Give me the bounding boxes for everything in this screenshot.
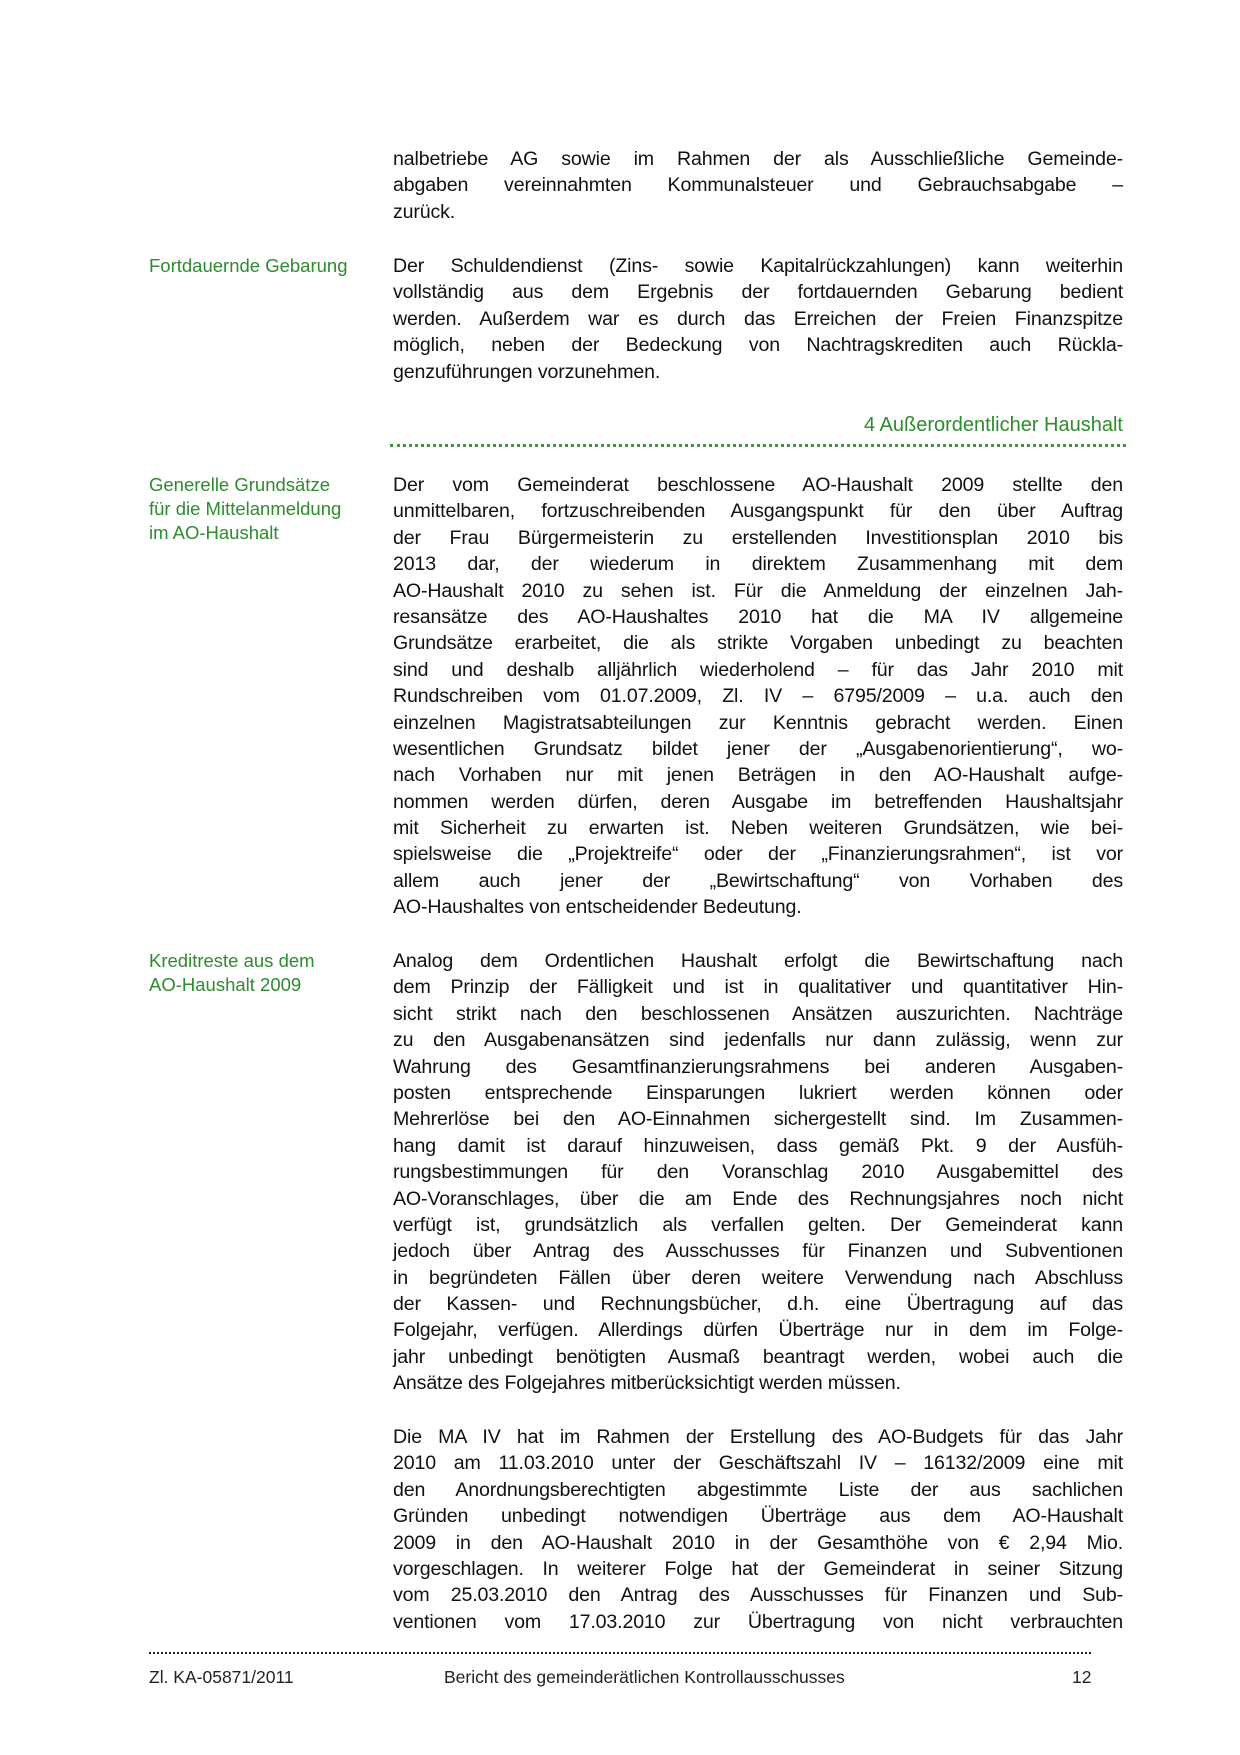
footer-divider	[149, 1652, 1091, 1654]
text-line: dem Prinzip der Fälligkeit und ist in qualitativer und quantitativer Hin-	[393, 976, 1123, 999]
text-line: rungsbestimmungen für den Voranschlag 2010 Ausgabemittel des	[393, 1161, 1123, 1184]
page-number: 12	[1072, 1667, 1092, 1687]
text-line: 2013 dar, der wiederum in direktem Zusammenhang mit dem	[393, 553, 1123, 576]
heading-divider	[390, 444, 1126, 447]
generelle-paragraph	[393, 472, 1123, 921]
label-line: AO-Haushalt 2009	[149, 974, 302, 995]
text-line: zurück.	[393, 200, 456, 223]
text-line: verfügt ist, grundsätzlich als verfallen gelten. Der Gemeinderat kann	[393, 1213, 1123, 1236]
text-line: nalbetriebe AG sowie im Rahmen der als Ausschließliche Gemeinde-	[393, 148, 1123, 170]
label-line: im AO-Haushalt	[149, 522, 279, 543]
text-line: hang damit ist darauf hinzuweisen, dass gemäß Pkt. 9 der Ausfüh-	[393, 1134, 1123, 1157]
text-line: posten entsprechende Einsparungen lukriert werden können oder	[393, 1081, 1123, 1104]
text-line: AO-Voranschlages, über die am Ende des Rechnungsjahres noch nicht	[393, 1187, 1123, 1210]
text-line: Die MA IV hat im Rahmen der Erstellung des AO-Budgets für das Jahr	[393, 1426, 1123, 1448]
text-line: unmittelbaren, fortzuschreibenden Ausgangspunkt für den über Auftrag	[393, 500, 1123, 523]
text-line: der Kassen- und Rechnungsbücher, d.h. eine Übertragung auf das	[393, 1293, 1123, 1316]
text-line: einzelnen Magistratsabteilungen zur Kenntnis gebracht werden. Einen	[393, 711, 1123, 734]
text-line: spielsweise die „Projektreife“ oder der „Finanzierungsrahmen“, ist vor	[393, 843, 1123, 866]
text-line: genzuführungen vorzunehmen.	[393, 360, 661, 383]
text-line: Grundsätze erarbeitet, die als strikte Vorgaben unbedingt zu beachten	[393, 632, 1123, 655]
text-line: wesentlichen Grundsatz bildet jener der „Ausgabenorientierung“, wo-	[393, 737, 1123, 760]
label-line: für die Mittelanmeldung	[149, 498, 342, 519]
margin-label-kreditreste	[149, 949, 379, 997]
text-line: AO-Haushalt 2010 zu sehen ist. Für die Anmeldung der einzelnen Jah-	[393, 579, 1123, 602]
footer-reference: Zl. KA-05871/2011	[149, 1667, 294, 1687]
text-line: Folgejahr, verfügen. Allerdings dürfen Überträge nur in dem im Folge-	[393, 1319, 1123, 1342]
margin-label-fortdauernde: Fortdauernde Gebarung	[149, 255, 348, 276]
text-line: sind und deshalb alljährlich wiederholend – für das Jahr 2010 mit	[393, 658, 1123, 681]
text-line: nach Vorhaben nur mit jenen Beträgen in den AO-Haushalt aufge-	[393, 764, 1123, 787]
text-line: vorgeschlagen. In weiterer Folge hat der Gemeinderat in seiner Sitzung	[393, 1557, 1123, 1580]
text-line: werden. Außerdem war es durch das Erreichen der Freien Finanzspitze	[393, 307, 1123, 330]
margin-label-generelle	[149, 473, 379, 545]
text-line: mit Sicherheit zu erwarten ist. Neben weiteren Grundsätzen, wie bei-	[393, 817, 1123, 840]
text-line: der Frau Bürgermeisterin zu erstellenden Investitionsplan 2010 bis	[393, 526, 1123, 549]
label-line: Kreditreste aus dem	[149, 950, 315, 971]
text-line: Analog dem Ordentlichen Haushalt erfolgt die Bewirtschaftung nach	[393, 950, 1123, 972]
text-line: nommen werden dürfen, deren Ausgabe im betreffenden Haushaltsjahr	[393, 790, 1123, 813]
fortdauernde-paragraph	[393, 253, 1123, 385]
text-line: Gründen unbedingt notwendigen Überträge aus dem AO-Haushalt	[393, 1505, 1123, 1528]
intro-paragraph	[393, 146, 1123, 225]
text-line: abgaben vereinnahmten Kommunalsteuer und Gebrauchsabgabe –	[393, 174, 1123, 197]
kreditreste-paragraph	[393, 948, 1123, 1397]
text-line: Wahrung des Gesamtfinanzierungsrahmens bei anderen Ausgaben-	[393, 1055, 1123, 1078]
text-line: AO-Haushaltes von entscheidender Bedeutung.	[393, 896, 802, 919]
text-line: 2010 am 11.03.2010 unter der Geschäftszahl IV – 16132/2009 eine mit	[393, 1452, 1123, 1475]
text-line: jedoch über Antrag des Ausschusses für Finanzen und Subventionen	[393, 1240, 1123, 1263]
text-line: Rundschreiben vom 01.07.2009, Zl. IV – 6795/2009 – u.a. auch den	[393, 685, 1123, 708]
text-line: Der Schuldendienst (Zins- sowie Kapitalrückzahlungen) kann weiterhin	[393, 255, 1123, 277]
text-line: zu den Ausgabenansätzen sind jedenfalls nur dann zulässig, wenn zur	[393, 1029, 1123, 1052]
text-line: Der vom Gemeinderat beschlossene AO-Haushalt 2009 stellte den	[393, 474, 1123, 496]
ma4-paragraph	[393, 1424, 1123, 1635]
text-line: Mehrerlöse bei den AO-Einnahmen sichergestellt sind. Im Zusammen-	[393, 1108, 1123, 1131]
label-line: Generelle Grundsätze	[149, 474, 330, 495]
text-line: möglich, neben der Bedeckung von Nachtragskrediten auch Rückla-	[393, 334, 1123, 357]
text-line: Ansätze des Folgejahres mitberücksichtigt werden müssen.	[393, 1372, 901, 1395]
text-line: den Anordnungsberechtigten abgestimmte Liste der aus sachlichen	[393, 1478, 1123, 1501]
text-line: 2009 in den AO-Haushalt 2010 in der Gesamthöhe von € 2,94 Mio.	[393, 1531, 1123, 1554]
text-line: ventionen vom 17.03.2010 zur Übertragung von nicht verbrauchten	[393, 1610, 1123, 1633]
text-line: allem auch jener der „Bewirtschaftung“ von Vorhaben des	[393, 869, 1123, 892]
text-line: in begründeten Fällen über deren weitere Verwendung nach Abschluss	[393, 1266, 1123, 1289]
text-line: vollständig aus dem Ergebnis der fortdauernden Gebarung bedient	[393, 281, 1123, 304]
text-line: vom 25.03.2010 den Antrag des Ausschusses für Finanzen und Sub-	[393, 1584, 1123, 1607]
section-heading: 4 Außerordentlicher Haushalt	[863, 414, 1123, 436]
text-line: jahr unbedingt benötigten Ausmaß beantragt werden, wobei auch die	[393, 1345, 1123, 1368]
footer-title: Bericht des gemeinderätlichen Kontrollausschusses	[444, 1667, 845, 1687]
text-line: resansätze des AO-Haushaltes 2010 hat die MA IV allgemeine	[393, 605, 1123, 628]
text-line: sicht strikt nach den beschlossenen Ansätzen auszurichten. Nachträge	[393, 1002, 1123, 1025]
